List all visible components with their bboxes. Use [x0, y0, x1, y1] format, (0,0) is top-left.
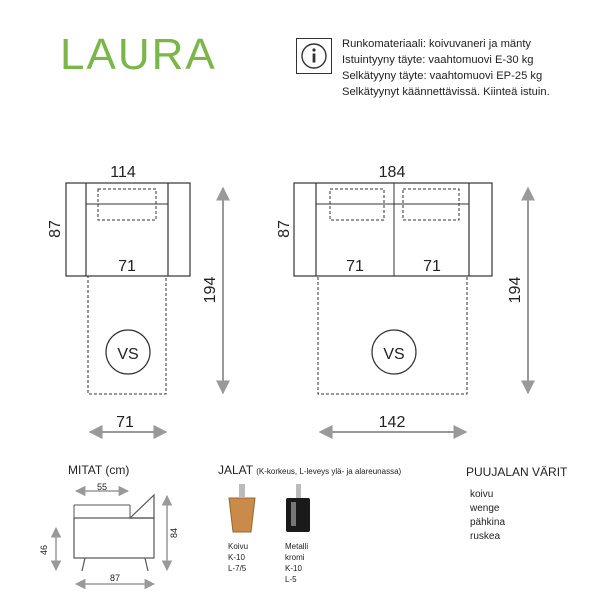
sofa-vs-label: VS — [383, 346, 405, 363]
info-line-back: Selkätyyny täyte: vaahtomuovi EP-25 kg — [342, 70, 543, 82]
chair-vs-width-label: 71 — [116, 414, 134, 431]
sofa-length-label: 194 — [507, 276, 524, 304]
chair-length-label: 194 — [202, 276, 219, 304]
colors-heading: PUUJALAN VÄRIT — [466, 465, 568, 479]
sofa-seat-width-right-label: 71 — [423, 258, 441, 275]
sofa-width-label: 184 — [378, 164, 406, 181]
info-line-seat: Istuintyyny täyte: vaahtomuovi E-30 kg — [342, 54, 534, 66]
metal-leg-label — [285, 541, 308, 585]
jalat-heading — [218, 463, 401, 477]
sofa-depth-label: 87 — [276, 220, 293, 238]
mitat-heading: MITAT (cm) — [68, 463, 130, 477]
sofa-seat-width-left-label: 71 — [346, 258, 364, 275]
wood-color-list — [470, 488, 505, 544]
chair-width-label: 114 — [110, 164, 136, 181]
wood-leg-width: L-7/5 — [228, 564, 247, 573]
metal-leg-image — [286, 484, 310, 532]
color-item: ruskea — [470, 531, 501, 542]
metal-leg-height: K-10 — [285, 564, 302, 573]
jalat-title: JALAT — [218, 463, 253, 477]
seat-height-label: 46 — [39, 544, 49, 556]
color-item: koivu — [470, 489, 494, 500]
wood-leg-label — [228, 541, 248, 574]
chair-depth-label: 87 — [47, 220, 64, 238]
metal-leg-material: Metalli — [285, 542, 309, 551]
color-item: pähkina — [470, 517, 506, 528]
chair-vs-label: VS — [117, 346, 139, 363]
metal-leg-width: L-5 — [285, 575, 297, 584]
product-title: LAURA — [60, 30, 217, 79]
wood-leg-material: Koivu — [228, 542, 249, 551]
metal-leg-finish: kromi — [285, 553, 305, 562]
info-line-frame: Runkomateriaali: koivuvaneri ja mänty — [342, 38, 532, 50]
sofa-vs-width-label: 142 — [378, 414, 406, 431]
depth-label: 87 — [109, 573, 121, 583]
side-profile — [74, 495, 154, 571]
height-label: 84 — [169, 527, 179, 539]
color-item: wenge — [470, 503, 500, 514]
jalat-note: (K-korkeus, L-leveys ylä- ja alareunassa) — [256, 467, 402, 476]
info-line-note: Selkätyynyt käännettävissä. Kiinteä istuin. — [342, 86, 550, 98]
wood-leg-height: K-10 — [228, 553, 245, 562]
wood-leg-image — [229, 484, 255, 532]
seat-depth-label: 55 — [96, 482, 108, 492]
chair-seat-width-label: 71 — [118, 258, 136, 275]
